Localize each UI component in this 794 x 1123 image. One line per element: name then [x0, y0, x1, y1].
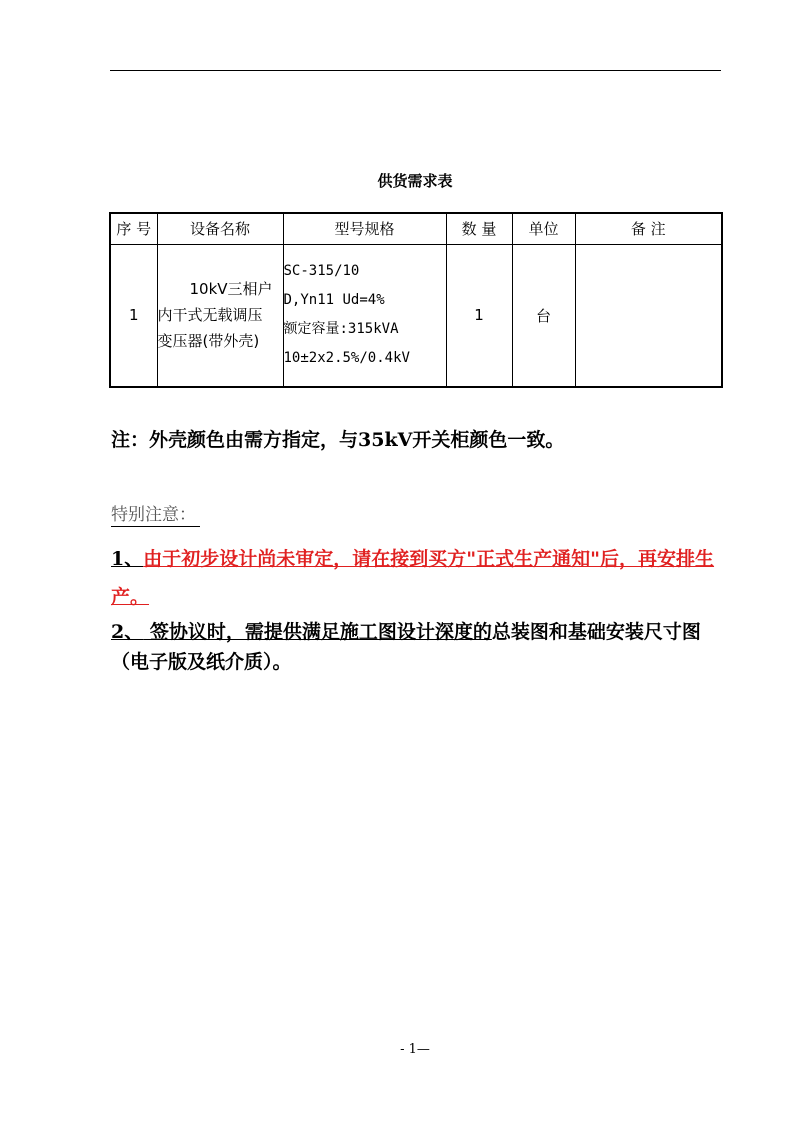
supply-requirements-table	[109, 212, 723, 388]
document-title: 供货需求表	[377, 172, 453, 190]
color-note: 注：外壳颜色由需方指定，与35kV开关柜颜色一致。	[111, 429, 565, 451]
cell-qty: 1	[446, 244, 512, 387]
cell-name	[157, 244, 283, 387]
spec-line: D,Yn11 Ud=4%	[283, 292, 385, 309]
header-no: 序 号	[110, 213, 157, 244]
cell-no: 1	[110, 244, 157, 387]
name-line: 变压器(带外壳)	[157, 332, 260, 351]
spec-line: 10±2x2.5%/0.4kV	[283, 350, 410, 367]
name-line: 内干式无载调压	[157, 306, 263, 325]
spec-line: SC-315/10	[283, 263, 360, 280]
item-2-underlined-text: 签协议时，需提供满足施工图设计深度的	[143, 621, 492, 643]
header-unit: 单位	[512, 213, 575, 244]
cell-remark	[575, 244, 722, 387]
header-qty: 数 量	[446, 213, 512, 244]
table-header-row	[110, 213, 722, 244]
special-notice-heading: 特别注意：	[111, 504, 200, 527]
cell-unit: 台	[512, 244, 575, 387]
item-1-text: 由于初步设计尚未审定，请在接到买方"正式生产通知"后，再安排生产。	[111, 548, 715, 608]
header-remark: 备 注	[575, 213, 722, 244]
spec-line: 额定容量:315kVA	[283, 321, 399, 338]
page-number: - 1—	[400, 1042, 430, 1057]
cell-spec	[283, 244, 446, 387]
item-1-number: 1、	[111, 548, 144, 570]
name-line: 10kV三相户	[189, 280, 273, 299]
header-spec: 型号规格	[283, 213, 446, 244]
item-2-rest-text: 总装图和基础安装尺寸图（电子版及纸介质）。	[111, 621, 701, 673]
special-item-1	[111, 540, 723, 616]
header-rule	[110, 70, 721, 71]
special-item-2	[111, 617, 723, 677]
header-name: 设备名称	[157, 213, 283, 244]
table-row	[110, 244, 722, 387]
item-2-number: 2、	[111, 621, 144, 643]
